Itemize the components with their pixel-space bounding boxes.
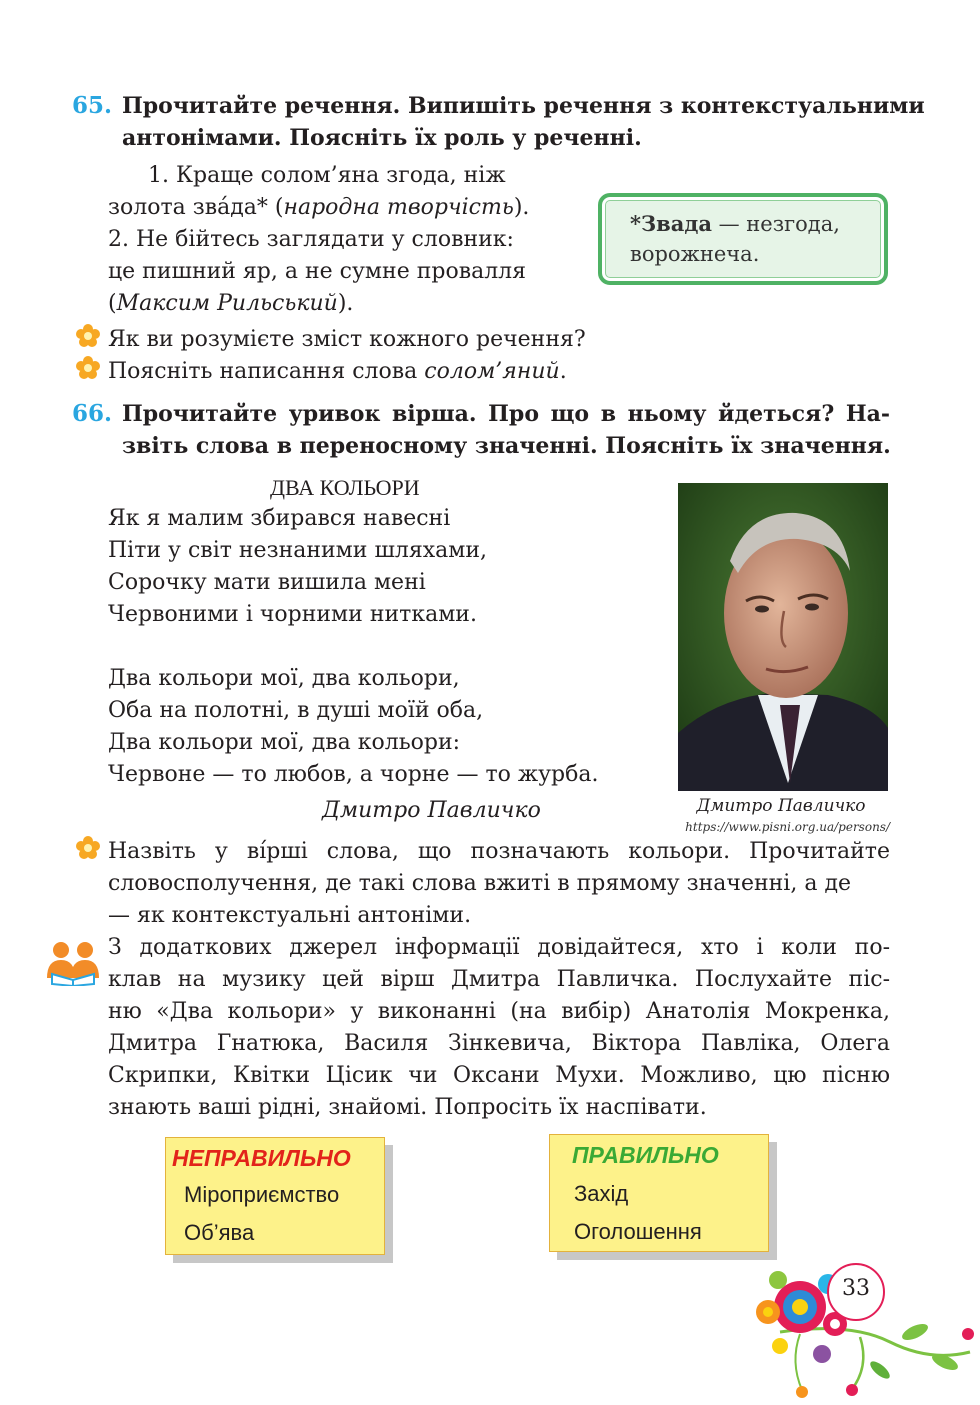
author-portrait: [678, 483, 888, 791]
ex65-question-1: Як ви розумієте зміст кожного речення?: [108, 327, 586, 352]
group-work-icon: [44, 940, 102, 986]
flower-bullet-icon: [76, 324, 100, 348]
exercise-66-number: 66.: [72, 400, 113, 427]
ex66-question-line: — як контекстуальні антоніми.: [108, 903, 472, 928]
correct-word: Захід: [574, 1181, 629, 1206]
ex65-question-2-word: солом’яний: [424, 359, 560, 384]
ex65-line-4: це пишний яр, а не сумне провалля: [108, 259, 527, 284]
exercise-65-number: 65.: [72, 92, 113, 119]
glossary-note: [598, 193, 888, 285]
flower-bullet-icon: [76, 836, 100, 860]
exercise-66-task-line-1: Прочитайте уривок вірша. Про що в ньому йдеться? На-: [122, 401, 890, 427]
poem-line: Два кольори мої, два кольори,: [108, 666, 460, 691]
ex65-line-2: [108, 192, 529, 224]
group-task-line: Скрипки, Квітки Цісик чи Оксани Мухи. Можливо, цю пісню: [108, 1063, 890, 1088]
ex65-line-1: 1. Краще солом’яна згода, ніж: [148, 163, 506, 188]
glossary-note-line-1: [630, 209, 884, 239]
incorrect-word: Об’ява: [184, 1220, 255, 1245]
group-task-line: З додаткових джерел інформації довідайтеся, хто і коли по-: [108, 935, 890, 960]
ex65-line-5: (Максим Рильський).: [108, 291, 354, 316]
ex66-question-colors: [108, 836, 890, 932]
group-task-line: знають ваші рідні, знайомі. Попросіть їх наспівати.: [108, 1095, 707, 1120]
group-task-line: клав на музику цей вірш Дмитра Павличка. Послухайте піс-: [108, 967, 890, 992]
correct-usage-box: [549, 1134, 769, 1252]
ex66-question-line: Назвіть у ві́рші слова, що позначають кольори. Прочитайте: [108, 839, 890, 864]
incorrect-usage-box: [165, 1137, 385, 1255]
poem-author: Дмитро Павличко: [322, 798, 541, 823]
exercise-65-task-line-1: Прочитайте речення. Випишіть речення з контекстуальними: [122, 93, 925, 119]
group-task: [108, 932, 890, 1124]
poem-line: Сорочку мати вишила мені: [108, 570, 426, 595]
exercise-66-task-line-2: звіть слова в переносному значенні. Поясніть їх значення.: [122, 433, 891, 459]
poem-line: Оба на полотні, в душі моїй оба,: [108, 698, 484, 723]
glossary-term: *Звада: [630, 211, 712, 236]
ex65-question-2: [108, 356, 567, 388]
glossary-definition: — незгода,: [711, 212, 840, 236]
poem-line: Червоне — то любов, а чорне — то журба.: [108, 762, 599, 787]
exercise-65-task: [122, 90, 925, 154]
poem-title: ДВА КОЛЬОРИ: [270, 475, 420, 500]
ex65-question-2-text: Поясніть написання слова: [108, 359, 425, 384]
flower-bullet-icon: [76, 356, 100, 380]
ex65-question-2-end: .: [559, 359, 567, 384]
poem-line: Два кольори мої, два кольори:: [108, 730, 461, 755]
ex66-question-line: словосполучення, де такі слова вжиті в прямому значенні, а де: [108, 871, 852, 896]
glossary-note-line-2: ворожнеча.: [630, 242, 760, 266]
incorrect-word: Міроприємство: [184, 1182, 340, 1207]
group-task-line: Дмитра Гнатюка, Василя Зінкевича, Віктора Павліка, Олега: [108, 1031, 890, 1056]
correct-box-title: ПРАВИЛЬНО: [572, 1142, 719, 1168]
photo-source-url: https://www.pisni.org.ua/persons/: [685, 820, 890, 834]
poem-line: Червоними і чорними нитками.: [108, 602, 477, 627]
ex65-line-2-text: золота зва́да* (народна творчість).: [108, 195, 530, 220]
page-number: 33: [842, 1276, 870, 1301]
poem-line: Піти у світ незнаними шляхами,: [108, 538, 488, 563]
exercise-66-task: [122, 398, 890, 462]
group-task-line: ню «Два кольори» у виконанні (на вибір) Анатолія Мокренка,: [108, 999, 890, 1024]
exercise-65-task-line-2: антонімами. Поясніть їх роль у реченні.: [122, 125, 642, 151]
ex65-line-3: 2. Не бійтесь заглядати у словник:: [108, 227, 514, 252]
photo-caption: Дмитро Павличко: [696, 796, 866, 816]
poem-line: Як я малим збирався навесні: [108, 506, 451, 531]
incorrect-box-title: НЕПРАВИЛЬНО: [172, 1145, 351, 1171]
correct-word: Оголошення: [574, 1219, 702, 1244]
